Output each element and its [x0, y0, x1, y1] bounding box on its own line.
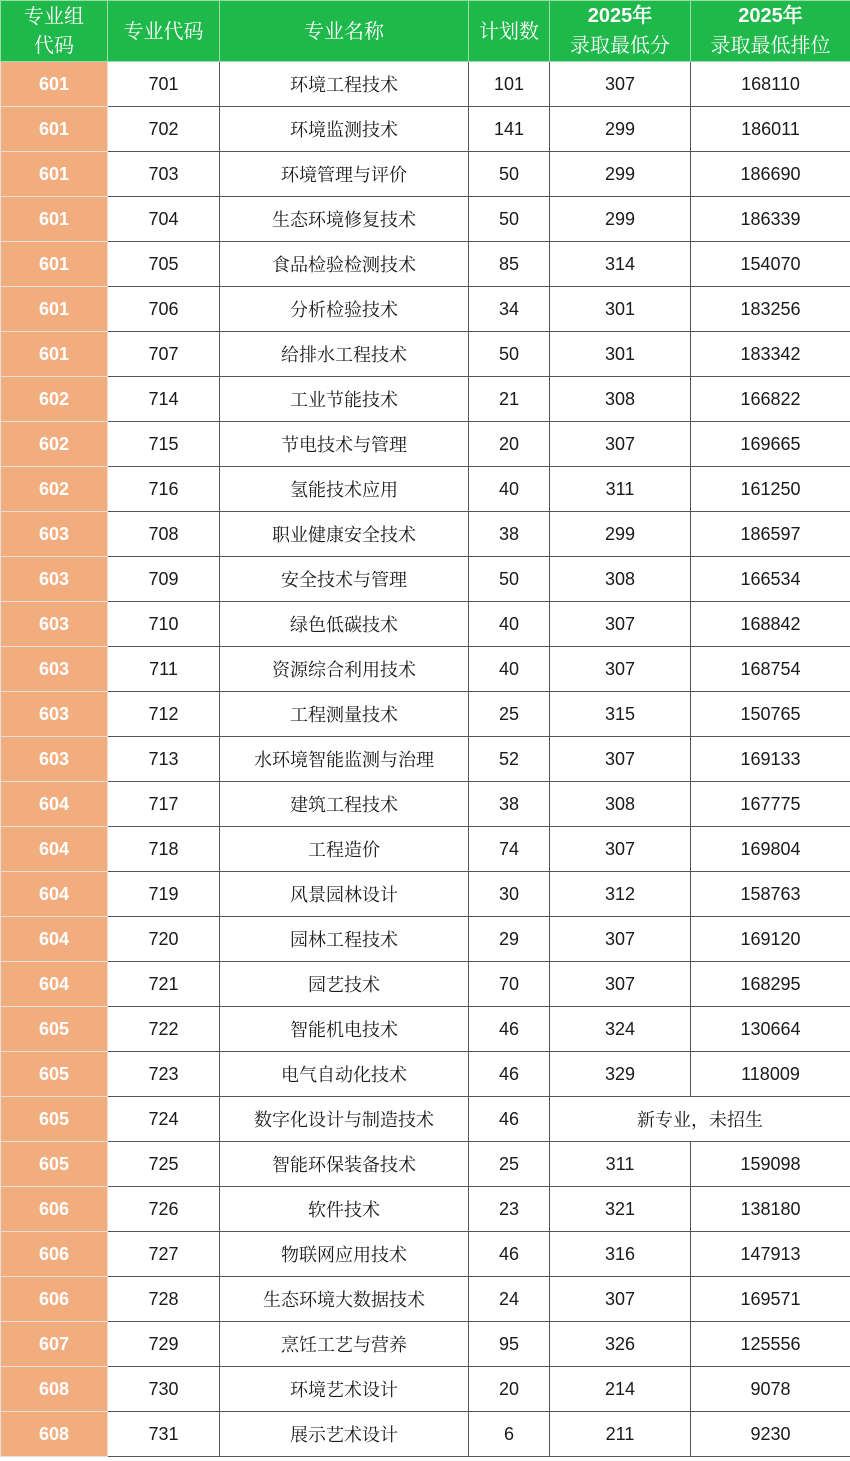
min-rank-cell: 168754 — [691, 647, 850, 692]
group-code-cell: 602 — [1, 377, 108, 422]
group-code-cell: 603 — [1, 647, 108, 692]
min-rank-cell: 158763 — [691, 872, 850, 917]
major-code-cell: 723 — [108, 1052, 220, 1097]
min-rank-cell: 130664 — [691, 1007, 850, 1052]
min-rank-cell: 186597 — [691, 512, 850, 557]
plan-count-cell: 25 — [469, 1142, 550, 1187]
major-name-cell: 生态环境大数据技术 — [220, 1277, 469, 1322]
major-code-cell: 706 — [108, 287, 220, 332]
major-code-cell: 710 — [108, 602, 220, 647]
major-name-cell: 环境管理与评价 — [220, 152, 469, 197]
table-row — [1, 1097, 850, 1142]
group-code-cell: 601 — [1, 62, 108, 107]
header-min-rank-label: 录取最低排位 — [710, 33, 831, 57]
major-code-cell: 721 — [108, 962, 220, 1007]
major-code-cell: 703 — [108, 152, 220, 197]
min-score-cell: 301 — [550, 287, 691, 332]
min-rank-cell: 154070 — [691, 242, 850, 287]
min-score-cell: 329 — [550, 1052, 691, 1097]
major-name-cell: 物联网应用技术 — [220, 1232, 469, 1277]
plan-count-cell: 20 — [469, 1367, 550, 1412]
major-code-cell: 715 — [108, 422, 220, 467]
header-min-score-year: 2025年 — [587, 5, 653, 27]
min-score-cell: 311 — [550, 467, 691, 512]
major-code-cell: 729 — [108, 1322, 220, 1367]
plan-count-cell: 50 — [469, 557, 550, 602]
group-code-cell: 606 — [1, 1277, 108, 1322]
min-rank-cell: 183342 — [691, 332, 850, 377]
table-row — [1, 1007, 850, 1052]
min-rank-cell: 169133 — [691, 737, 850, 782]
min-score-cell: 299 — [550, 107, 691, 152]
plan-count-cell: 95 — [469, 1322, 550, 1367]
min-score-cell: 307 — [550, 827, 691, 872]
major-code-cell: 701 — [108, 62, 220, 107]
group-code-cell: 605 — [1, 1142, 108, 1187]
table-row — [1, 1322, 850, 1367]
plan-count-cell: 21 — [469, 377, 550, 422]
table-row — [1, 827, 850, 872]
table-row — [1, 557, 850, 602]
table-row — [1, 377, 850, 422]
table-row — [1, 152, 850, 197]
major-code-cell: 705 — [108, 242, 220, 287]
plan-count-cell: 38 — [469, 782, 550, 827]
min-rank-cell: 168295 — [691, 962, 850, 1007]
table-row — [1, 242, 850, 287]
table-row — [1, 1277, 850, 1322]
min-score-cell: 307 — [550, 737, 691, 782]
group-code-cell: 608 — [1, 1412, 108, 1457]
table-row — [1, 782, 850, 827]
table-row — [1, 692, 850, 737]
major-name-cell: 水环境智能监测与治理 — [220, 737, 469, 782]
major-code-cell: 716 — [108, 467, 220, 512]
plan-count-cell: 52 — [469, 737, 550, 782]
group-code-cell: 606 — [1, 1232, 108, 1277]
min-rank-cell: 125556 — [691, 1322, 850, 1367]
group-code-cell: 604 — [1, 782, 108, 827]
plan-count-cell: 40 — [469, 602, 550, 647]
min-rank-cell: 118009 — [691, 1052, 850, 1097]
group-code-cell: 604 — [1, 962, 108, 1007]
min-score-cell: 307 — [550, 1277, 691, 1322]
major-name-cell: 展示艺术设计 — [220, 1412, 469, 1457]
min-rank-cell: 138180 — [691, 1187, 850, 1232]
min-rank-cell: 159098 — [691, 1142, 850, 1187]
header-group-code-line1: 专业组 — [24, 4, 84, 28]
header-min-rank — [691, 1, 850, 62]
group-code-cell: 601 — [1, 242, 108, 287]
group-code-cell: 603 — [1, 602, 108, 647]
major-code-cell: 727 — [108, 1232, 220, 1277]
plan-count-cell: 50 — [469, 332, 550, 377]
min-rank-cell: 186690 — [691, 152, 850, 197]
group-code-cell: 603 — [1, 557, 108, 602]
table-row — [1, 332, 850, 377]
min-rank-cell: 166534 — [691, 557, 850, 602]
plan-count-cell: 141 — [469, 107, 550, 152]
major-name-cell: 环境工程技术 — [220, 62, 469, 107]
min-rank-cell: 9078 — [691, 1367, 850, 1412]
plan-count-cell: 70 — [469, 962, 550, 1007]
header-min-rank-year: 2025年 — [738, 5, 803, 27]
major-name-cell: 工程测量技术 — [220, 692, 469, 737]
table-header — [1, 1, 850, 62]
plan-count-cell: 46 — [469, 1052, 550, 1097]
plan-count-cell: 24 — [469, 1277, 550, 1322]
major-name-cell: 烹饪工艺与营养 — [220, 1322, 469, 1367]
table-row — [1, 62, 850, 107]
major-code-cell: 718 — [108, 827, 220, 872]
group-code-cell: 601 — [1, 152, 108, 197]
major-code-cell: 722 — [108, 1007, 220, 1052]
group-code-cell: 601 — [1, 107, 108, 152]
major-code-cell: 725 — [108, 1142, 220, 1187]
table-row — [1, 872, 850, 917]
min-score-cell: 321 — [550, 1187, 691, 1232]
major-name-cell: 智能环保装备技术 — [220, 1142, 469, 1187]
group-code-cell: 601 — [1, 332, 108, 377]
header-row — [1, 1, 850, 62]
major-name-cell: 建筑工程技术 — [220, 782, 469, 827]
major-name-cell: 工程造价 — [220, 827, 469, 872]
plan-count-cell: 46 — [469, 1097, 550, 1142]
min-score-cell: 301 — [550, 332, 691, 377]
major-name-cell: 园艺技术 — [220, 962, 469, 1007]
min-score-cell: 314 — [550, 242, 691, 287]
plan-count-cell: 50 — [469, 197, 550, 242]
plan-count-cell: 30 — [469, 872, 550, 917]
header-min-score-label: 录取最低分 — [570, 33, 670, 57]
group-code-cell: 603 — [1, 512, 108, 557]
header-major-name: 专业名称 — [220, 1, 469, 62]
min-score-cell: 308 — [550, 782, 691, 827]
min-rank-cell: 167775 — [691, 782, 850, 827]
major-code-cell: 709 — [108, 557, 220, 602]
plan-count-cell: 40 — [469, 647, 550, 692]
min-rank-cell: 183256 — [691, 287, 850, 332]
min-rank-cell: 168842 — [691, 602, 850, 647]
major-code-cell: 708 — [108, 512, 220, 557]
major-name-cell: 给排水工程技术 — [220, 332, 469, 377]
group-code-cell: 606 — [1, 1187, 108, 1232]
major-code-cell: 704 — [108, 197, 220, 242]
table-row — [1, 647, 850, 692]
min-score-cell: 307 — [550, 422, 691, 467]
table-row — [1, 512, 850, 557]
group-code-cell: 601 — [1, 197, 108, 242]
group-code-cell: 601 — [1, 287, 108, 332]
major-name-cell: 电气自动化技术 — [220, 1052, 469, 1097]
min-rank-cell: 186339 — [691, 197, 850, 242]
table-row — [1, 1187, 850, 1232]
min-score-cell: 324 — [550, 1007, 691, 1052]
group-code-cell: 604 — [1, 872, 108, 917]
group-code-cell: 602 — [1, 467, 108, 512]
table-row — [1, 917, 850, 962]
plan-count-cell: 40 — [469, 467, 550, 512]
min-score-cell: 299 — [550, 512, 691, 557]
min-score-cell: 315 — [550, 692, 691, 737]
plan-count-cell: 101 — [469, 62, 550, 107]
group-code-cell: 602 — [1, 422, 108, 467]
min-rank-cell: 169120 — [691, 917, 850, 962]
min-score-cell: 316 — [550, 1232, 691, 1277]
header-plan-count: 计划数 — [469, 1, 550, 62]
major-name-cell: 风景园林设计 — [220, 872, 469, 917]
min-score-cell: 308 — [550, 377, 691, 422]
major-name-cell: 数字化设计与制造技术 — [220, 1097, 469, 1142]
min-rank-cell: 186011 — [691, 107, 850, 152]
min-rank-cell: 169665 — [691, 422, 850, 467]
major-code-cell: 714 — [108, 377, 220, 422]
plan-count-cell: 46 — [469, 1232, 550, 1277]
min-rank-cell: 147913 — [691, 1232, 850, 1277]
header-group-code — [1, 1, 108, 62]
table-row — [1, 1052, 850, 1097]
plan-count-cell: 50 — [469, 152, 550, 197]
major-name-cell: 软件技术 — [220, 1187, 469, 1232]
major-name-cell: 生态环境修复技术 — [220, 197, 469, 242]
min-rank-cell: 161250 — [691, 467, 850, 512]
plan-count-cell: 46 — [469, 1007, 550, 1052]
group-code-cell: 608 — [1, 1367, 108, 1412]
major-code-cell: 713 — [108, 737, 220, 782]
major-name-cell: 园林工程技术 — [220, 917, 469, 962]
major-code-cell: 702 — [108, 107, 220, 152]
group-code-cell: 603 — [1, 737, 108, 782]
major-name-cell: 环境艺术设计 — [220, 1367, 469, 1412]
major-code-cell: 707 — [108, 332, 220, 377]
plan-count-cell: 6 — [469, 1412, 550, 1457]
group-code-cell: 603 — [1, 692, 108, 737]
header-min-score — [550, 1, 691, 62]
plan-count-cell: 23 — [469, 1187, 550, 1232]
table-row — [1, 1232, 850, 1277]
header-major-code: 专业代码 — [108, 1, 220, 62]
plan-count-cell: 74 — [469, 827, 550, 872]
major-name-cell: 食品检验检测技术 — [220, 242, 469, 287]
group-code-cell: 607 — [1, 1322, 108, 1367]
min-score-cell: 312 — [550, 872, 691, 917]
major-code-cell: 724 — [108, 1097, 220, 1142]
min-score-cell: 214 — [550, 1367, 691, 1412]
major-name-cell: 职业健康安全技术 — [220, 512, 469, 557]
min-score-cell: 307 — [550, 602, 691, 647]
note-cell: 新专业，未招生 — [550, 1097, 850, 1142]
major-name-cell: 节电技术与管理 — [220, 422, 469, 467]
plan-count-cell: 20 — [469, 422, 550, 467]
group-code-cell: 605 — [1, 1097, 108, 1142]
major-code-cell: 730 — [108, 1367, 220, 1412]
min-score-cell: 299 — [550, 152, 691, 197]
table-row — [1, 197, 850, 242]
header-group-code-line2: 代码 — [34, 33, 74, 57]
plan-count-cell: 85 — [469, 242, 550, 287]
min-rank-cell: 150765 — [691, 692, 850, 737]
major-code-cell: 726 — [108, 1187, 220, 1232]
min-score-cell: 311 — [550, 1142, 691, 1187]
plan-count-cell: 29 — [469, 917, 550, 962]
table-row — [1, 602, 850, 647]
min-rank-cell: 169571 — [691, 1277, 850, 1322]
major-name-cell: 工业节能技术 — [220, 377, 469, 422]
major-name-cell: 绿色低碳技术 — [220, 602, 469, 647]
min-score-cell: 326 — [550, 1322, 691, 1367]
table-row — [1, 1142, 850, 1187]
group-code-cell: 605 — [1, 1007, 108, 1052]
min-score-cell: 307 — [550, 917, 691, 962]
group-code-cell: 604 — [1, 827, 108, 872]
min-score-cell: 307 — [550, 647, 691, 692]
major-code-cell: 717 — [108, 782, 220, 827]
major-code-cell: 731 — [108, 1412, 220, 1457]
min-rank-cell: 168110 — [691, 62, 850, 107]
table-row — [1, 467, 850, 512]
min-score-cell: 299 — [550, 197, 691, 242]
group-code-cell: 604 — [1, 917, 108, 962]
major-code-cell: 728 — [108, 1277, 220, 1322]
table-row — [1, 287, 850, 332]
table-row — [1, 962, 850, 1007]
min-rank-cell: 166822 — [691, 377, 850, 422]
group-code-cell: 605 — [1, 1052, 108, 1097]
major-code-cell: 711 — [108, 647, 220, 692]
major-code-cell: 719 — [108, 872, 220, 917]
major-name-cell: 分析检验技术 — [220, 287, 469, 332]
min-rank-cell: 169804 — [691, 827, 850, 872]
table-row — [1, 422, 850, 467]
major-name-cell: 氢能技术应用 — [220, 467, 469, 512]
min-score-cell: 307 — [550, 62, 691, 107]
table-row — [1, 1412, 850, 1457]
plan-count-cell: 25 — [469, 692, 550, 737]
table-row — [1, 1367, 850, 1412]
min-score-cell: 308 — [550, 557, 691, 602]
major-name-cell: 资源综合利用技术 — [220, 647, 469, 692]
major-code-cell: 720 — [108, 917, 220, 962]
table-body — [1, 62, 850, 1457]
min-score-cell: 307 — [550, 962, 691, 1007]
major-name-cell: 安全技术与管理 — [220, 557, 469, 602]
plan-count-cell: 34 — [469, 287, 550, 332]
major-code-cell: 712 — [108, 692, 220, 737]
plan-count-cell: 38 — [469, 512, 550, 557]
major-name-cell: 环境监测技术 — [220, 107, 469, 152]
major-name-cell: 智能机电技术 — [220, 1007, 469, 1052]
table-row — [1, 737, 850, 782]
table-row — [1, 107, 850, 152]
min-rank-cell: 9230 — [691, 1412, 850, 1457]
min-score-cell: 211 — [550, 1412, 691, 1457]
